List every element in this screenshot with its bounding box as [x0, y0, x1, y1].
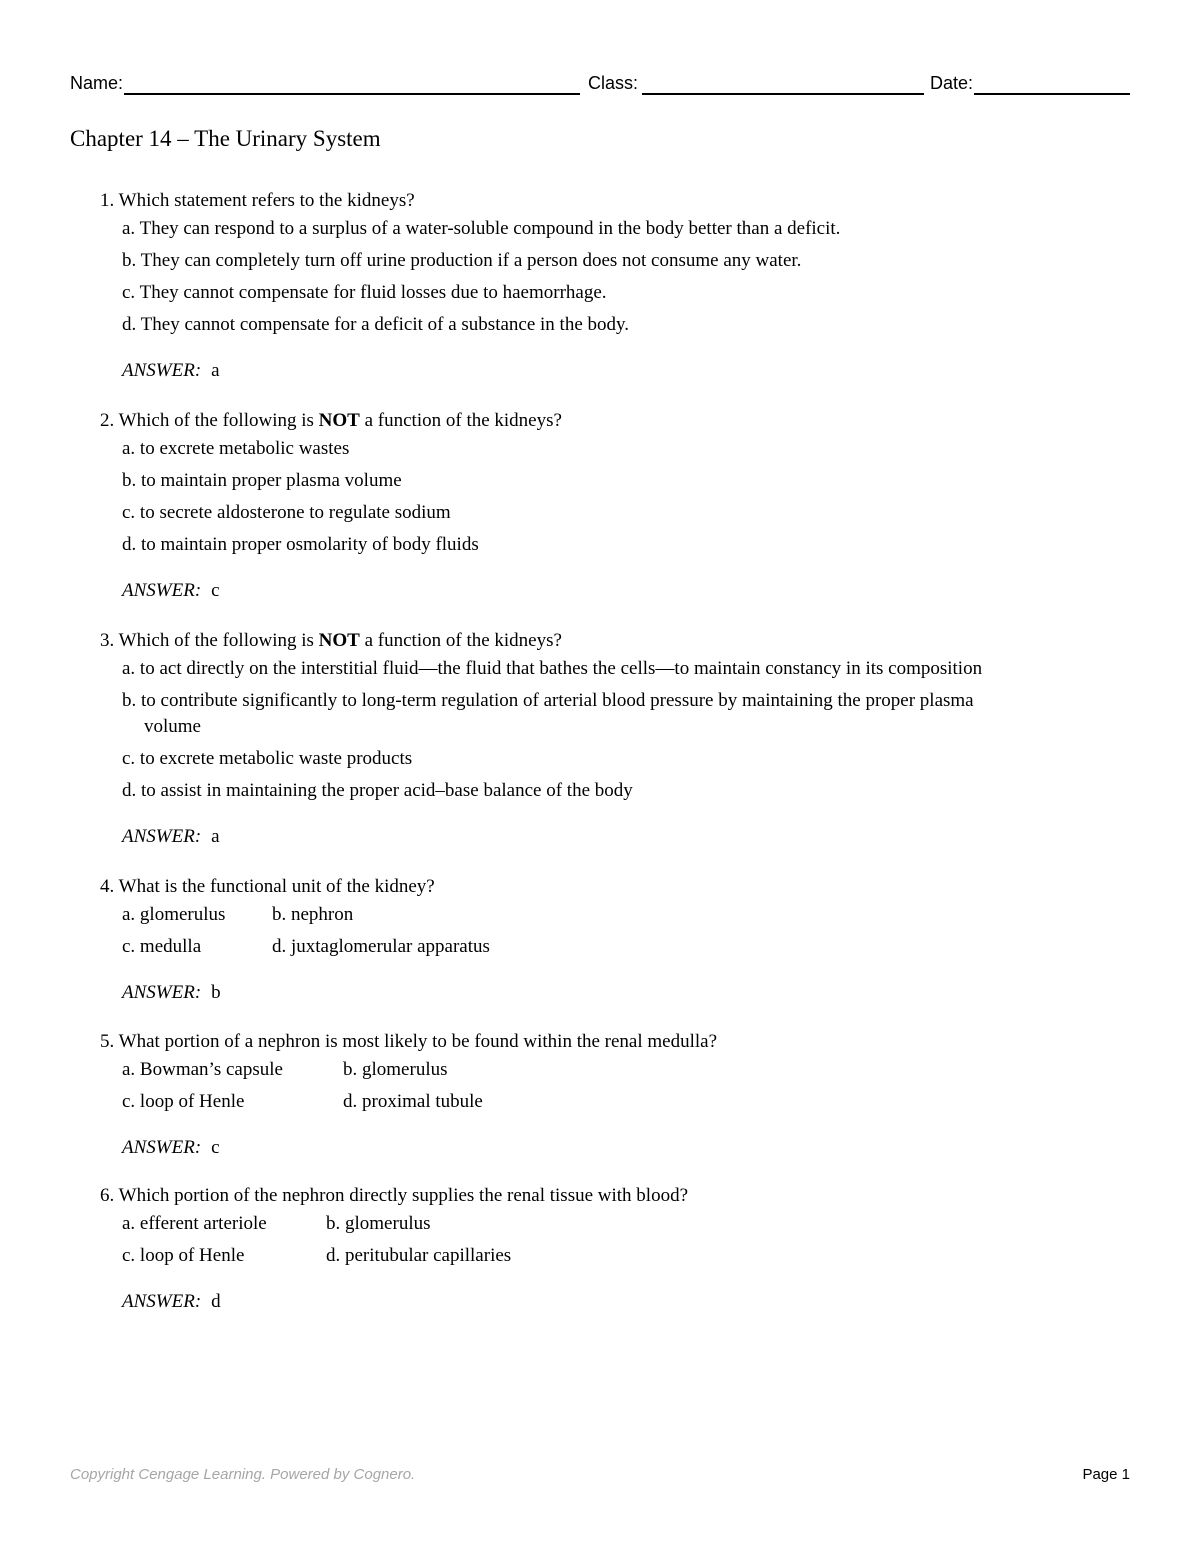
answer-label: ANSWER:: [122, 580, 202, 601]
question-4: [100, 874, 1100, 1006]
question-number: 1.: [100, 190, 115, 211]
question-emphasis: NOT: [318, 410, 360, 431]
question-stem: [100, 874, 1100, 902]
answer-label: ANSWER:: [122, 826, 202, 847]
option-c: c. medulla: [122, 936, 202, 957]
question-stem: [100, 1029, 1100, 1057]
options-row-2: [100, 934, 1100, 960]
options-row-2: [100, 1089, 1100, 1115]
option-a: a. to excrete metabolic wastes: [122, 438, 350, 459]
question-text: Which of the following is: [118, 630, 314, 651]
question-2: [100, 408, 1100, 604]
class-line: [642, 93, 924, 95]
question-text: What is the functional unit of the kidney?: [118, 876, 435, 897]
option-b: b. to maintain proper plasma volume: [122, 470, 402, 491]
question-number: 3.: [100, 630, 115, 651]
answer-value: a: [211, 826, 220, 847]
options-row-1: [100, 902, 1100, 934]
answer-value: c: [211, 1137, 220, 1158]
answer-value: b: [211, 982, 221, 1003]
worksheet-header: [70, 72, 1130, 98]
answer-value: c: [211, 580, 220, 601]
question-stem: [100, 628, 1100, 656]
option-a: a. They can respond to a surplus of a water-soluble compound in the body better than a deficit.: [122, 218, 841, 239]
option-d: d. juxtaglomerular apparatus: [272, 936, 490, 957]
answer-value: a: [211, 360, 220, 381]
answer-line: [100, 578, 1100, 604]
class-label: Class:: [588, 73, 639, 93]
question-number: 2.: [100, 410, 115, 431]
copyright-notice: Copyright Cengage Learning. Powered by Cognero.: [70, 1466, 416, 1483]
option-b-continued: volume: [144, 716, 201, 737]
option-c: c. loop of Henle: [122, 1245, 245, 1266]
option-a: a. Bowman’s capsule: [122, 1059, 283, 1080]
question-6: [100, 1183, 1100, 1315]
question-emphasis: NOT: [318, 630, 360, 651]
option-b: b. They can completely turn off urine production if a person does not consume any water.: [122, 250, 802, 271]
question-number: 5.: [100, 1031, 115, 1052]
question-stem: [100, 1183, 1100, 1211]
option-c: c. loop of Henle: [122, 1091, 245, 1112]
question-text: a function of the kidneys?: [364, 410, 562, 431]
option-b: b. glomerulus: [326, 1213, 431, 1234]
option-a: a. to act directly on the interstitial fluid—the fluid that bathes the cells—to maintain constancy in its composition: [122, 658, 983, 679]
option-b: b. to contribute significantly to long-term regulation of arterial blood pressure by maintaining the proper plasma: [122, 690, 974, 711]
question-text: What portion of a nephron is most likely to be found within the renal medulla?: [118, 1031, 718, 1052]
question-stem: [100, 408, 1100, 436]
answer-value: d: [211, 1291, 221, 1312]
option-d: d. peritubular capillaries: [326, 1245, 512, 1266]
option-a: a. efferent arteriole: [122, 1213, 267, 1234]
question-number: 6.: [100, 1185, 115, 1206]
name-line: [124, 93, 580, 95]
question-3: [100, 628, 1100, 850]
question-stem: [100, 188, 1100, 216]
answer-label: ANSWER:: [122, 1137, 202, 1158]
question-text: Which of the following is: [118, 410, 314, 431]
option-b: b. glomerulus: [343, 1059, 448, 1080]
option-c: c. They cannot compensate for fluid losses due to haemorrhage.: [122, 282, 607, 303]
option-b: b. nephron: [272, 904, 354, 925]
option-a: a. glomerulus: [122, 904, 226, 925]
options-row-1: [100, 1211, 1100, 1243]
page-title: Chapter 14 – The Urinary System: [70, 126, 381, 151]
date-line: [974, 93, 1130, 95]
page-number: Page 1: [1082, 1466, 1130, 1483]
name-label: Name:: [70, 73, 124, 93]
answer-label: ANSWER:: [122, 1291, 202, 1312]
question-text: Which portion of the nephron directly supplies the renal tissue with blood?: [118, 1185, 689, 1206]
answer-line: [100, 824, 1100, 850]
option-d: d. proximal tubule: [343, 1091, 483, 1112]
page-footer: [70, 1466, 1130, 1486]
answer-label: ANSWER:: [122, 982, 202, 1003]
option-d: d. to assist in maintaining the proper acid–base balance of the body: [122, 780, 633, 801]
answer-line: [100, 1135, 1100, 1161]
question-number: 4.: [100, 876, 115, 897]
question-1: [100, 188, 1100, 384]
answer-line: [100, 358, 1100, 384]
answer-line: [100, 980, 1100, 1006]
question-text: a function of the kidneys?: [364, 630, 562, 651]
option-c: c. to excrete metabolic waste products: [122, 748, 413, 769]
options-row-1: [100, 1057, 1100, 1089]
options-row-2: [100, 1243, 1100, 1269]
date-label: Date:: [930, 73, 974, 93]
question-text: Which statement refers to the kidneys?: [118, 190, 415, 211]
option-d: d. to maintain proper osmolarity of body fluids: [122, 534, 479, 555]
option-c: c. to secrete aldosterone to regulate sodium: [122, 502, 451, 523]
answer-label: ANSWER:: [122, 360, 202, 381]
question-5: [100, 1029, 1100, 1161]
option-d: d. They cannot compensate for a deficit of a substance in the body.: [122, 314, 630, 335]
answer-line: [100, 1289, 1100, 1315]
